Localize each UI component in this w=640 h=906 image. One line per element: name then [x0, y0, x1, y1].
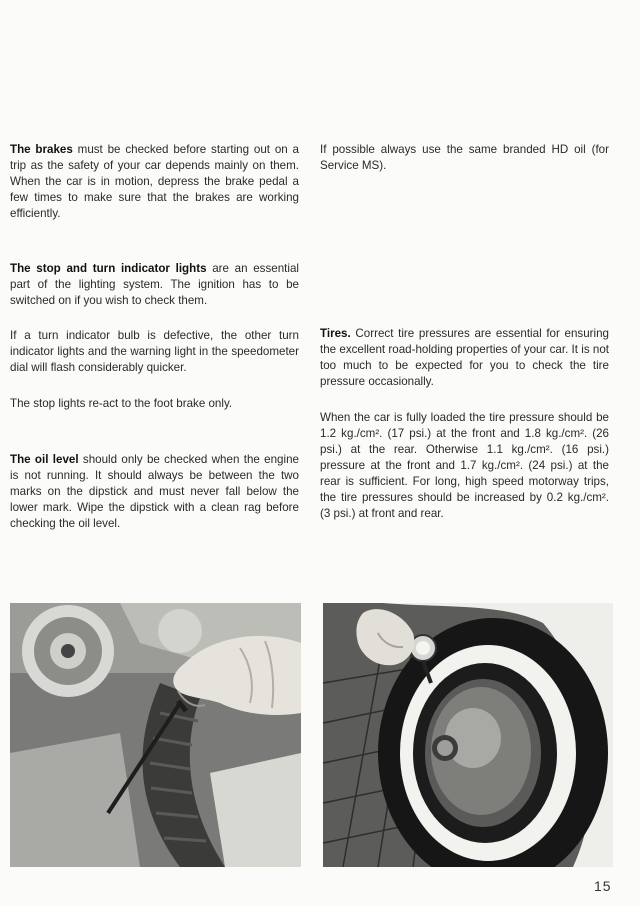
- lights-text: are an essential part of the lighting system. The ignition has to be switched on if you wish to check them.: [10, 262, 299, 307]
- hd-oil-text: If possible always use the same branded HD oil (for Service MS).: [320, 143, 609, 172]
- turn-bulb-paragraph: [10, 328, 299, 376]
- lights-heading: The stop and turn indicator lights: [10, 262, 207, 275]
- oil-paragraph: [10, 452, 299, 532]
- brakes-heading: The brakes: [10, 143, 73, 156]
- brakes-paragraph: [10, 142, 299, 222]
- turn-bulb-text: If a turn indicator bulb is defective, the other turn indicator lights and the warning light in the speedometer dial will flash considerably quicker.: [10, 329, 299, 374]
- tire-illustration: [323, 603, 613, 867]
- pressure-paragraph: [320, 410, 609, 522]
- tires-text: Correct tire pressures are essential for ensuring the excellent road-holding properties of your car. It is not too much to be expected for you to check the tire pressure occasionally.: [320, 327, 609, 388]
- pressure-text: When the car is fully loaded the tire pressure should be 1.2 kg./cm². (17 psi.) at the front and 1.8 kg./cm². (26 psi.) at the rear. Otherwise 1.1 kg./cm². (16 psi.) pressure at the front and 1.7 kg./cm². (24 psi.) at the rear is sufficient. For long, high speed motorway trips, the tire pressures should be increased by 0.2 kg./cm². (3 psi.) at front and rear.: [320, 411, 609, 520]
- stop-lights-text: The stop lights re-act to the foot brake only.: [10, 397, 233, 410]
- tire-pressure-gauge-photo: [323, 603, 613, 867]
- engine-illustration: [10, 603, 301, 867]
- oil-text: should only be checked when the engine is not running. It should always be between the two marks on the dipstick and must never fall below the lower mark. Wipe the dipstick with a clean rag before checking the oil level.: [10, 453, 299, 530]
- brakes-text: must be checked before starting out on a trip as the safety of your car depends mainly on them. When the car is in motion, depress the brake pedal a few times to make sure that the brakes are working efficiently.: [10, 143, 299, 220]
- tires-paragraph: [320, 326, 609, 390]
- lights-paragraph: [10, 261, 299, 309]
- engine-oil-dipstick-photo: [10, 603, 301, 867]
- tires-heading: Tires.: [320, 327, 351, 340]
- stop-lights-paragraph: [10, 396, 299, 412]
- page-number: 15: [594, 878, 612, 894]
- hd-oil-paragraph: [320, 142, 609, 174]
- oil-heading: The oil level: [10, 453, 79, 466]
